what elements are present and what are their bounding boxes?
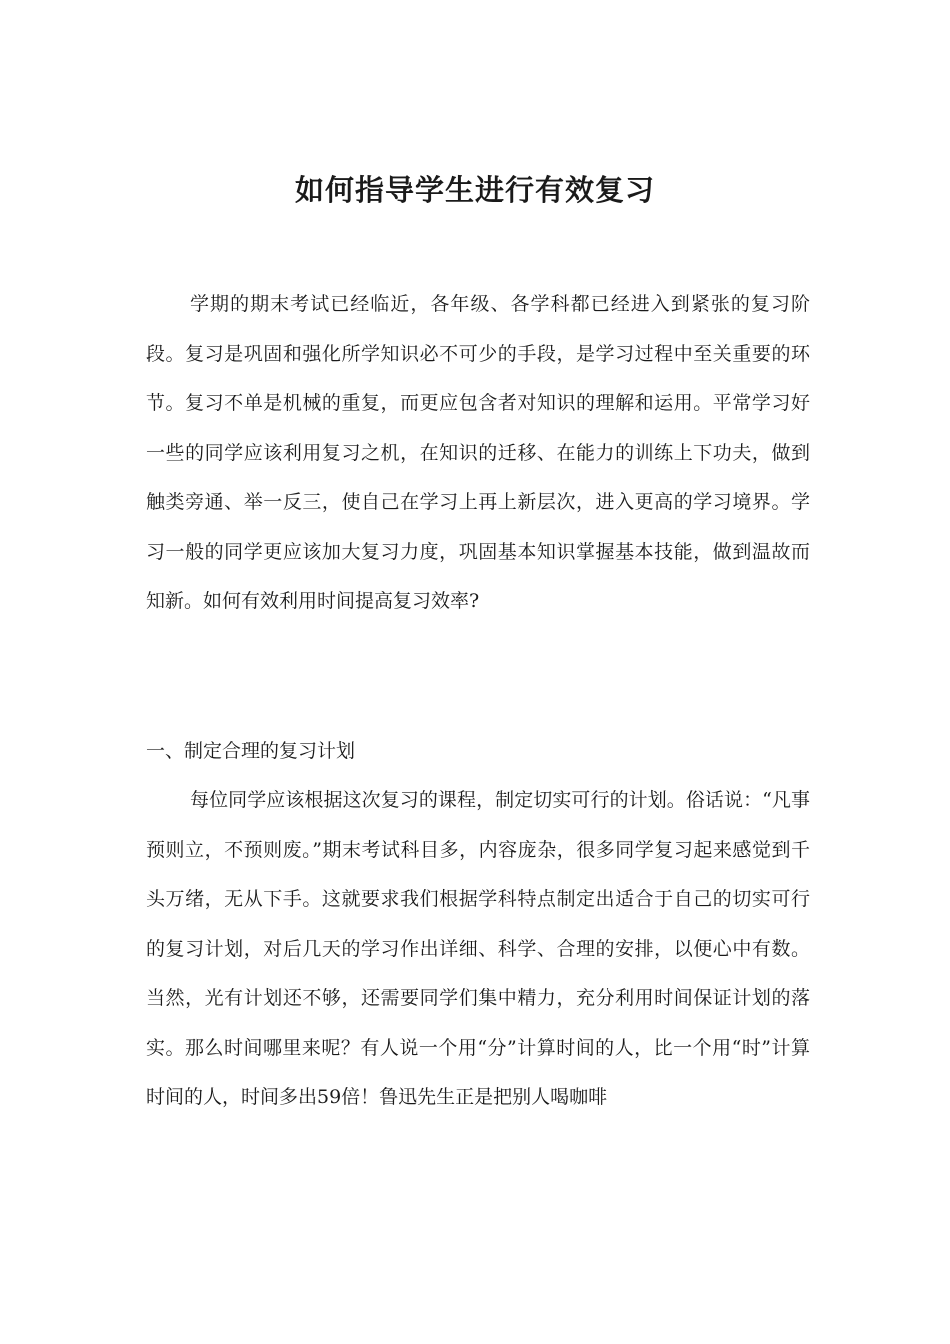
section-heading: 一、制定合理的复习计划 xyxy=(146,740,356,762)
document-title: 如何指导学生进行有效复习 xyxy=(294,173,655,207)
section-paragraph: 每位同学应该根据这次复习的课程，制定切实可行的计划。俗话说：“凡事预则立，不预则废。”期末考试科目多，内容庞杂，很多同学复习起来感觉到千头万绪，无从下手。这就要求我们根据学科特点制定出适合于自己的切实可行的复习计划，对后几天的学习作出详细、科学、合理的安排，以便心中有数。当然，光有计划还不够，还需要同学们集中精力，充分利用时间保证计划的落实。那么时间哪里来呢？有人说一个用“分”计算时间的人，比一个用“时”计算时间的人，时间多出59倍！鲁迅先生正是把别人喝咖啡 xyxy=(146,789,810,1108)
intro-paragraph: 学期的期末考试已经临近，各年级、各学科都已经进入到紧张的复习阶段。复习是巩固和强化所学知识必不可少的手段，是学习过程中至关重要的环节。复习不单是机械的重复，而更应包含者对知识的理解和运用。平常学习好一些的同学应该利用复习之机，在知识的迁移、在能力的训练上下功夫，做到触类旁通、举一反三，使自己在学习上再上新层次，进入更高的学习境界。学习一般的同学更应该加大复习力度，巩固基本知识掌握基本技能，做到温故而知新。如何有效利用时间提高复习效率? xyxy=(146,293,810,612)
